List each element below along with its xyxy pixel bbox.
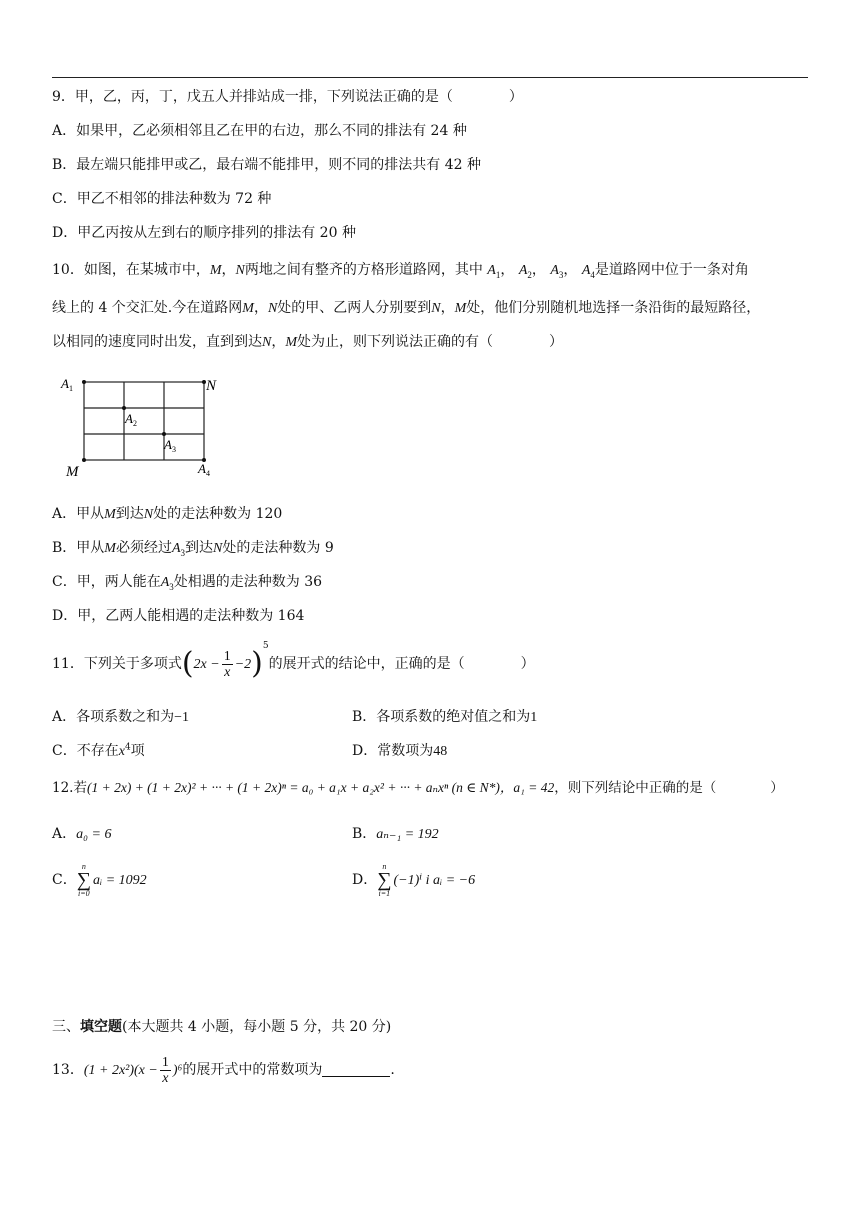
q11-option-b: B．各项系数的绝对值之和为1 (352, 709, 538, 725)
label-a1: $A_1$ (61, 376, 73, 393)
road-grid-figure (58, 372, 228, 484)
q12-option-a: A．a₀ = 6 (52, 826, 112, 842)
q9-option-b: B．最左端只能排甲或乙，最右端不能排甲，则不同的排法共有 42 种 (52, 157, 482, 173)
q9-option-d: D．甲乙丙按从左到右的顺序排列的排法有 20 种 (52, 225, 356, 241)
q11-option-a: A．各项系数之和为−1 (52, 709, 190, 725)
label-a4: $A_4$ (198, 461, 210, 478)
q10-option-a: A．甲从M到达N处的走法种数为 120 (52, 506, 283, 522)
label-a3: $A_3$ (164, 437, 176, 454)
q9-option-a: A．如果甲，乙必须相邻且乙在甲的右边，那么不同的排法有 24 种 (52, 123, 467, 139)
q10-stem-line1: 10．如图，在某城市中，M，N两地之间有整齐的方格形道路网，其中 $A_1$， $A_2$， $A_3$， $A_4$是道路网中位于一条对角 (52, 262, 749, 280)
q9-option-c: C．甲乙不相邻的排法种数为 72 种 (52, 191, 272, 207)
q10-option-b: B．甲从M必须经过$A_3$到达N处的走法种数为 9 (52, 540, 334, 558)
q12-option-b: B．aₙ₋₁ = 192 (352, 826, 439, 842)
q11-option-d: D．常数项为48 (352, 743, 448, 759)
q10-option-c: C．甲，两人能在$A_3$处相遇的走法种数为 36 (52, 574, 323, 592)
q12-option-c: C． n ∑ i=0 aᵢ = 1092 (52, 862, 147, 898)
q10-stem-line3: 以相同的速度同时出发，直到到达N，M处为止，则下列说法正确的有（ ） (52, 334, 564, 350)
q12-option-d: D． n ∑ i=1 (−1)ⁱ i aᵢ = −6 (352, 862, 476, 898)
section-3-heading: 三、填空题(本大题共 4 小题，每小题 5 分，共 20 分) (52, 1019, 392, 1035)
label-a2: $A_2$ (125, 411, 137, 428)
q10-option-d: D．甲，乙两人能相遇的走法种数为 164 (52, 608, 305, 624)
label-m: M (66, 464, 79, 480)
header-rule (52, 77, 808, 78)
q12-stem: 12.若(1 + 2x) + (1 + 2x)² + ··· + (1 + 2x)ⁿ = a₀ + a₁x + a₂x² + ··· + aₙxⁿ (n ∈ N*)，a₁ = 42，则下列结论中正确的是（ ） (52, 780, 784, 796)
q13-answer-blank[interactable] (322, 1062, 390, 1077)
q13-stem: 13．(1 + 2x²)(x − $\frac{1}{x}$ )⁶的展开式中的常数项为 . (52, 1054, 395, 1086)
label-n: N (206, 378, 217, 394)
q9-stem: 9．甲，乙，丙，丁，戊五人并排站成一排，下列说法正确的是（ ） (52, 89, 523, 105)
q10-stem-line2: 线上的 4 个交汇处.今在道路网M，N处的甲、乙两人分别要到N，M处，他们分别随机地选择一条沿街的最短路径， (52, 300, 761, 316)
q11-option-c: C．不存在$x^4$项 (52, 742, 145, 759)
q11-stem: 11．下列关于多项式(2x − $\frac{1}{x}$ −2)$^5$的展开式的结论中，正确的是（ ） (52, 641, 535, 681)
